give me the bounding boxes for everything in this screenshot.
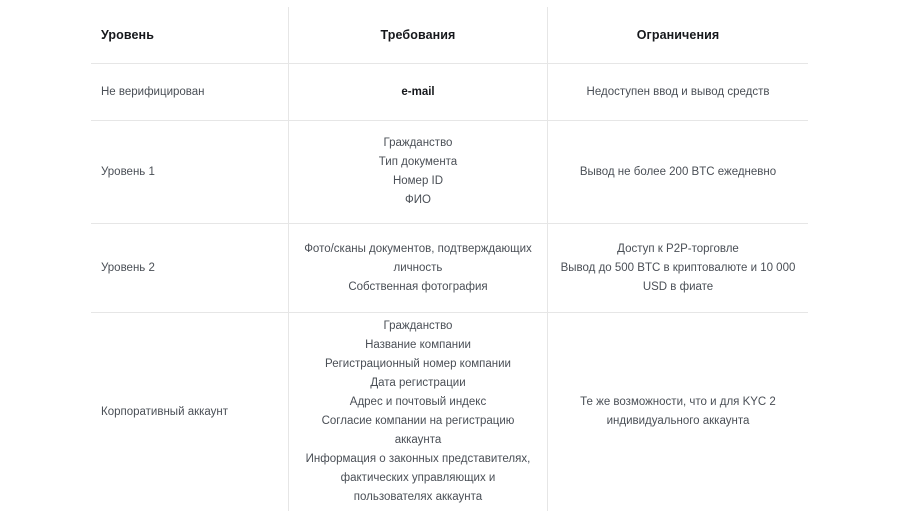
table-header (91, 7, 809, 64)
cell-line: Гражданство (383, 320, 453, 332)
cell-line: Собственная фотография (348, 280, 488, 293)
cell-line: Согласие компании на регистрацию аккаунта (321, 415, 515, 446)
cell-level: Уровень 2 (91, 224, 289, 313)
table-row (91, 64, 809, 121)
cell-level: Корпоративный аккаунт (91, 313, 289, 512)
cell-requirements (289, 313, 548, 512)
cell-line: Гражданство (383, 137, 453, 149)
table-body (91, 64, 809, 512)
kyc-levels-table-container (90, 6, 808, 512)
column-header-limits: Ограничения (548, 7, 809, 64)
cell-line: Дата регистрации (370, 377, 466, 389)
cell-line: Название компании (365, 339, 471, 351)
cell-requirements (289, 121, 548, 224)
cell-line: e-mail (401, 85, 435, 98)
table-row (91, 224, 809, 313)
table-header-row (91, 7, 809, 64)
cell-line: Вывод до 500 BTC в криптовалюте и 10 000 USD в фиате (560, 261, 796, 293)
cell-line: ФИО (405, 194, 431, 206)
cell-lines (299, 313, 537, 511)
cell-level: Уровень 1 (91, 121, 289, 224)
table-row (91, 313, 809, 512)
cell-lines (558, 159, 798, 186)
cell-line: Доступ к P2P-торговле (617, 242, 739, 255)
cell-lines (558, 79, 798, 106)
cell-line: Те же возможности, что и для KYC 2 индивидуального аккаунта (580, 396, 776, 427)
cell-lines (299, 79, 537, 106)
column-header-level: Уровень (91, 7, 289, 64)
kyc-levels-table (90, 6, 809, 512)
cell-level: Не верифицирован (91, 64, 289, 121)
cell-limits (548, 121, 809, 224)
cell-line: Информация о законных представителях, фактических управляющих и пользователях аккаунта (305, 453, 531, 503)
table-row (91, 121, 809, 224)
cell-limits (548, 64, 809, 121)
cell-lines (558, 236, 798, 301)
cell-lines (558, 389, 798, 435)
cell-lines (299, 236, 537, 301)
cell-line: Номер ID (392, 175, 444, 187)
cell-limits (548, 313, 809, 512)
column-header-requirements: Требования (289, 7, 548, 64)
cell-line: Адрес и почтовый индекс (349, 396, 487, 408)
cell-line: Регистрационный номер компании (325, 358, 511, 370)
cell-requirements (289, 64, 548, 121)
cell-line: Фото/сканы документов, подтверждающих личность (304, 242, 532, 274)
cell-requirements (289, 224, 548, 313)
cell-lines (299, 130, 537, 214)
cell-line: Вывод не более 200 BTC ежедневно (579, 165, 777, 178)
cell-line: Недоступен ввод и вывод средств (586, 85, 770, 98)
cell-limits (548, 224, 809, 313)
cell-line: Тип документа (378, 156, 458, 168)
